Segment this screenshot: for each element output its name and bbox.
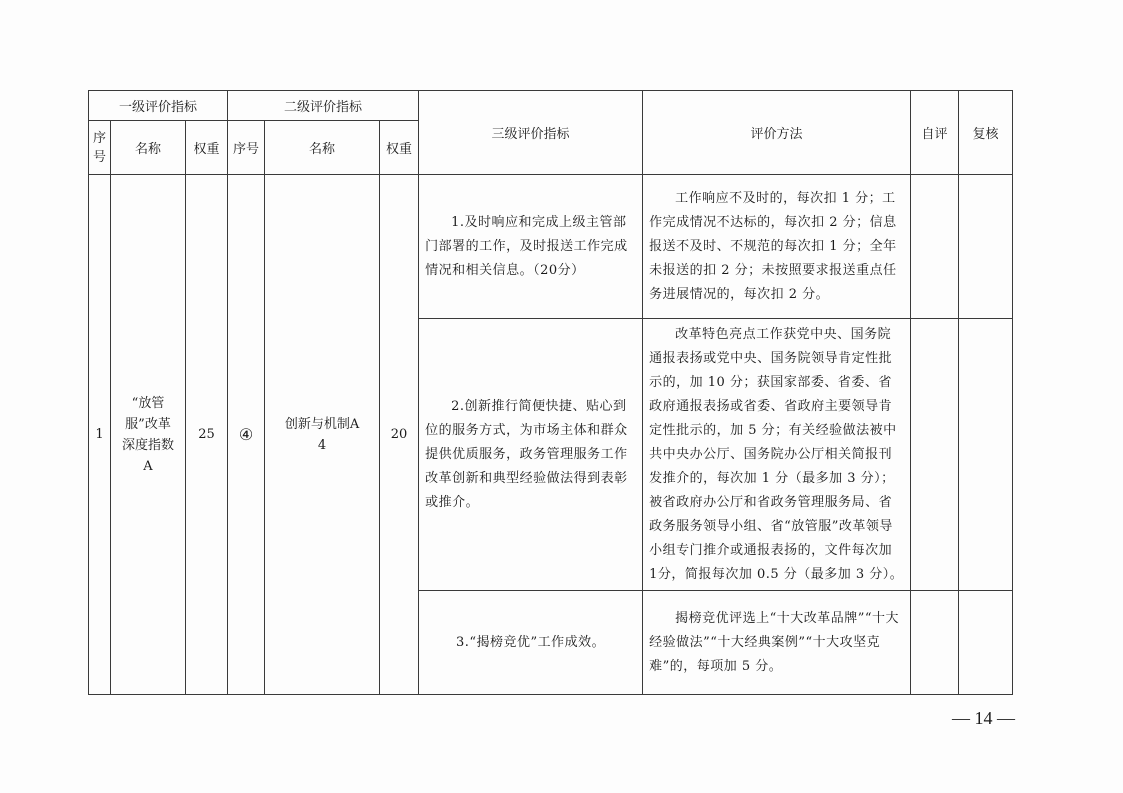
method-1 bbox=[643, 175, 911, 319]
level1-header: 一级评价指标 bbox=[89, 91, 228, 121]
level2-name: 创新与机制A4 bbox=[284, 416, 360, 453]
level1-name-cell bbox=[111, 175, 186, 695]
level2-weight: 20 bbox=[380, 175, 419, 695]
level2-name-header: 名称 bbox=[265, 121, 380, 175]
level1-name: “放管服”改革深度指数A bbox=[121, 395, 174, 474]
level1-weight-header: 权重 bbox=[186, 121, 228, 175]
level1-seq-header bbox=[89, 121, 111, 175]
page-number: — 14 — bbox=[952, 708, 1015, 728]
method-1-text: 工作响应不及时的，每次扣 1 分；工作完成情况不达标的，每次扣 2 分；信息报送不及时、不规范的每次扣 1 分；全年未报送的扣 2 分；未按照要求报送重点任务进展情况的，每次扣 2 分。 bbox=[649, 190, 897, 302]
evaluation-table bbox=[88, 90, 1013, 695]
row-seq: 1 bbox=[89, 175, 111, 695]
self-eval-1[interactable] bbox=[911, 175, 959, 319]
self-eval-header: 自评 bbox=[911, 91, 959, 175]
indicator-1 bbox=[419, 175, 643, 319]
level3-header: 三级评价指标 bbox=[419, 91, 643, 175]
level2-seq: ④ bbox=[228, 175, 265, 695]
indicator-2-text: 2.创新推行简便快捷、贴心到位的服务方式，为市场主体和群众提供优质服务，政务管理服务工作改革创新和典型经验做法得到表彰或推介。 bbox=[425, 398, 628, 510]
self-eval-3[interactable] bbox=[911, 591, 959, 695]
method-2 bbox=[643, 319, 911, 591]
method-header: 评价方法 bbox=[643, 91, 911, 175]
review-3[interactable] bbox=[959, 591, 1013, 695]
indicator-3 bbox=[419, 591, 643, 695]
method-2-text: 改革特色亮点工作获党中央、国务院通报表扬或党中央、国务院领导肯定性批示的，加 10 分；获国家部委、省委、省政府通报表扬或省委、省政府主要领导肯定性批示的，加 5 分；有关经验做法被中共中央办公厅、国务院办公厅相关简报刊发推介的，每次加 1 分（最多加 3 分）；被省政府办公厅和省政务管理服务局、省政务服务领导小组、省“放管服”改革领导小组专门推介或通报表扬的，文件每次加 1分，简报每次加 0.5 分（最多加 3 分）。 bbox=[649, 326, 904, 582]
review-1[interactable] bbox=[959, 175, 1013, 319]
level1-seq-header-text: 序号 bbox=[92, 130, 106, 165]
level2-header: 二级评价指标 bbox=[228, 91, 419, 121]
level1-name-header: 名称 bbox=[111, 121, 186, 175]
method-3 bbox=[643, 591, 911, 695]
self-eval-2[interactable] bbox=[911, 319, 959, 591]
level2-seq-header: 序号 bbox=[228, 121, 265, 175]
method-3-text: 揭榜竞优评选上“十大改革品牌”“十大经验做法”“十大经典案例”“十大攻坚克难”的，每项加 5 分。 bbox=[649, 610, 900, 674]
indicator-1-text: 1.及时响应和完成上级主管部门部署的工作，及时报送工作完成情况和相关信息。（20分） bbox=[425, 214, 628, 278]
indicator-2 bbox=[419, 319, 643, 591]
review-header: 复核 bbox=[959, 91, 1013, 175]
level2-name-cell bbox=[265, 175, 380, 695]
indicator-3-text: 3.“揭榜竞优”工作成效。 bbox=[455, 634, 606, 650]
level1-weight: 25 bbox=[186, 175, 228, 695]
level2-weight-header: 权重 bbox=[380, 121, 419, 175]
review-2[interactable] bbox=[959, 319, 1013, 591]
